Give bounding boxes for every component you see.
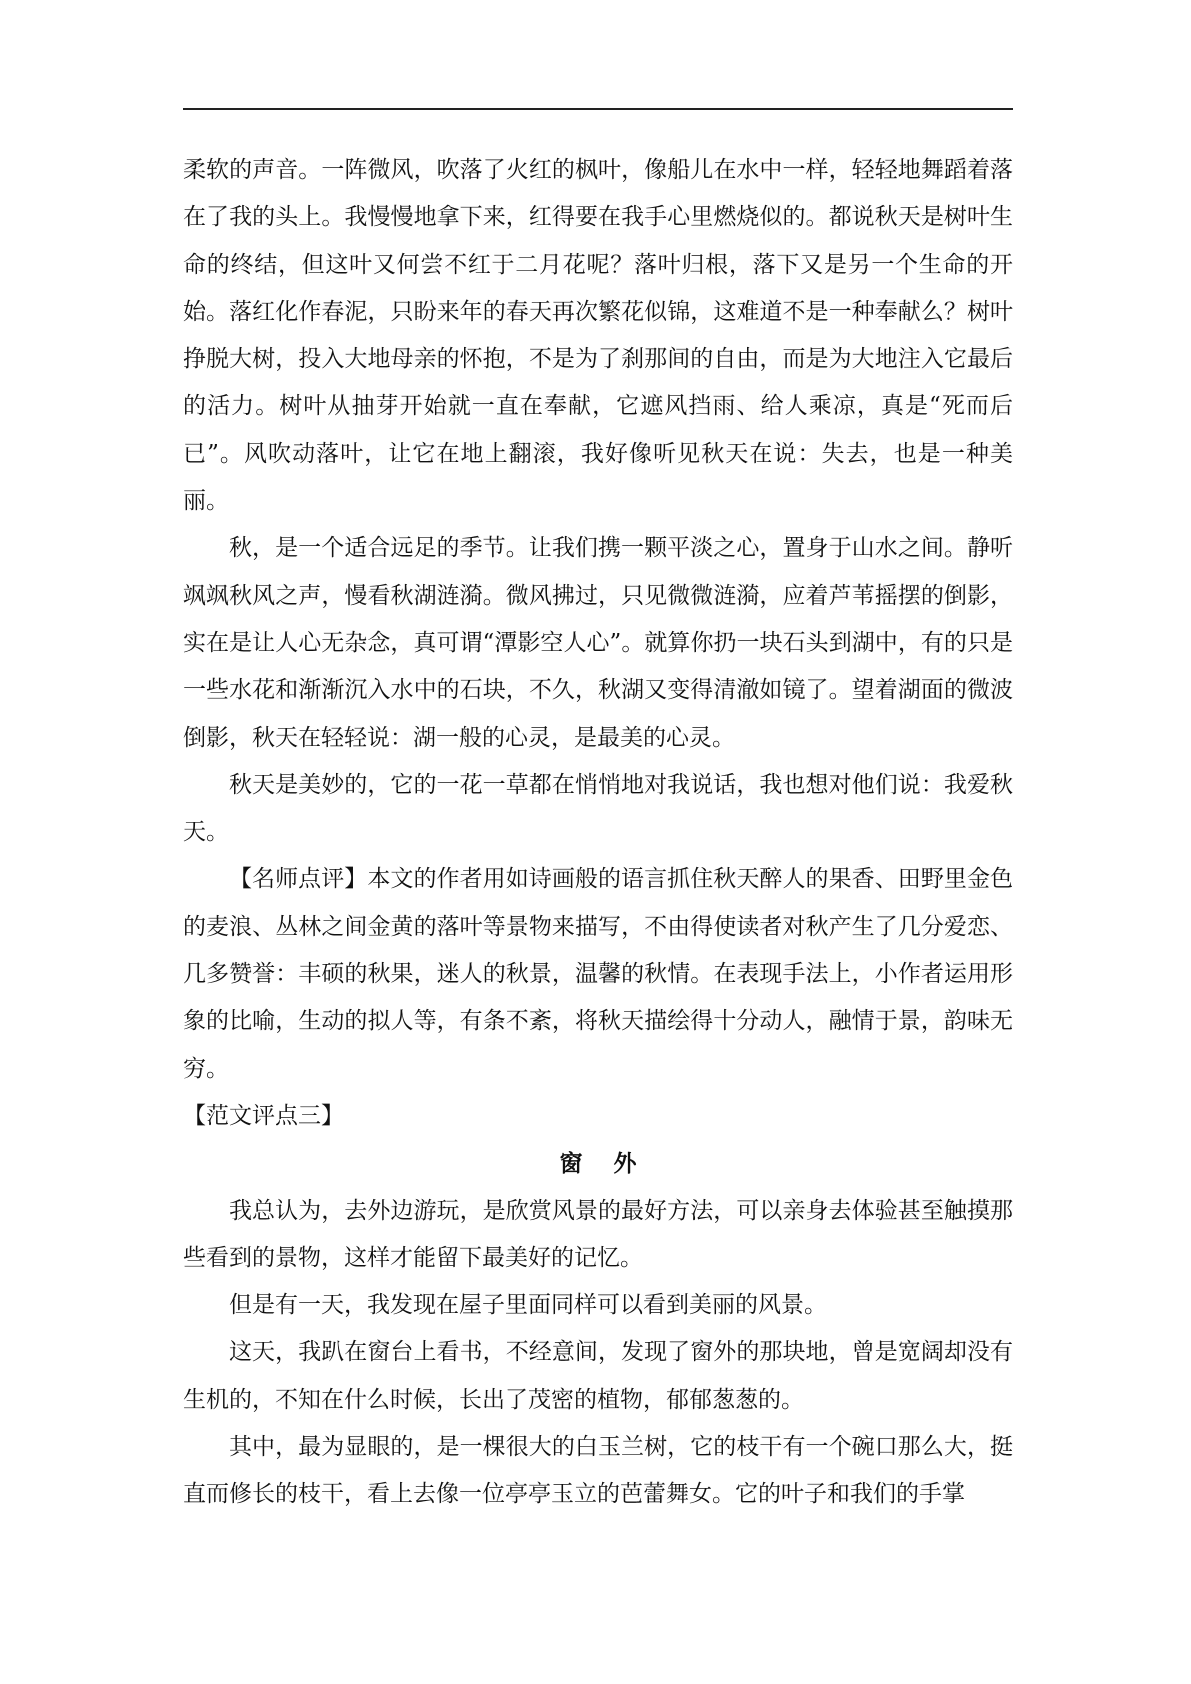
paragraph-autumn-lake: 秋，是一个适合远足的季节。让我们携一颗平淡之心，置身于山水之间。静听飒飒秋风之声，慢看秋湖涟漪。微风拂过，只见微微涟漪，应着芦苇摇摆的倒影，实在是让人心无杂念，真可谓“潭影空人心”。就算你扔一块石头到湖中，有的只是一些水花和渐渐沉入水中的石块，不久，秋湖又变得清澈如镜了。望着湖面的微波倒影，秋天在轻轻说：湖一般的心灵，是最美的心灵。 — [183, 535, 1013, 751]
essay-title: 窗 外 — [559, 1150, 648, 1178]
paragraph-window-intro: 我总认为，去外边游玩，是欣赏风景的最好方法，可以亲身去体验甚至触摸那些看到的景物，这样才能留下最美好的记忆。 — [183, 1197, 1013, 1271]
teacher-comment: 【名师点评】本文的作者用如诗画般的语言抓住秋天醉人的果香、田野里金色的麦浪、丛林之间金黄的落叶等景物来描写，不由得使读者对秋产生了几分爱恋、几多赞誉：丰硕的秋果，迷人的秋景，温馨的秋情。在表现手法上，小作者运用形象的比喻，生动的拟人等，有条不紊，将秋天描绘得十分动人，融情于景，韵味无穷。 — [183, 866, 1013, 1082]
section-label: 【范文评点三】 — [183, 1102, 344, 1129]
paragraph-window-magnolia: 其中，最为显眼的，是一棵很大的白玉兰树，它的枝干有一个碗口那么大，挺直而修长的枝干，看上去像一位亭亭玉立的芭蕾舞女。它的叶子和我们的手掌 — [183, 1434, 1013, 1508]
paragraph-autumn-closing: 秋天是美妙的，它的一花一草都在悄悄地对我说话，我也想对他们说：我爱秋天。 — [183, 771, 1013, 846]
paragraph-window-discovery: 这天，我趴在窗台上看书，不经意间，发现了窗外的那块地，曾是宽阔却没有生机的，不知在什么时候，长出了茂密的植物，郁郁葱葱的。 — [183, 1339, 1013, 1413]
body-text — [183, 147, 1013, 1519]
paragraph-autumn-leaves: 柔软的声音。一阵微风，吹落了火红的枫叶，像船儿在水中一样，轻轻地舞蹈着落在了我的头上。我慢慢地拿下来，红得要在我手心里燃烧似的。都说秋天是树叶生命的终结，但这叶又何尝不红于二月花呢？落叶归根，落下又是另一个生命的开始。落红化作春泥，只盼来年的春天再次繁花似锦，这难道不是一种奉献么？树叶挣脱大树，投入大地母亲的怀抱，不是为了刹那间的自由，而是为大地注入它最后的活力。树叶从抽芽开始就一直在奉献，它遮风挡雨、给人乘凉，真是“死而后已”。风吹动落叶，让它在地上翻滚，我好像听见秋天在说：失去，也是一种美丽。 — [183, 157, 1013, 515]
paragraph-window-one-day: 但是有一天，我发现在屋子里面同样可以看到美丽的风景。 — [229, 1292, 827, 1319]
header-rule — [183, 108, 1013, 110]
